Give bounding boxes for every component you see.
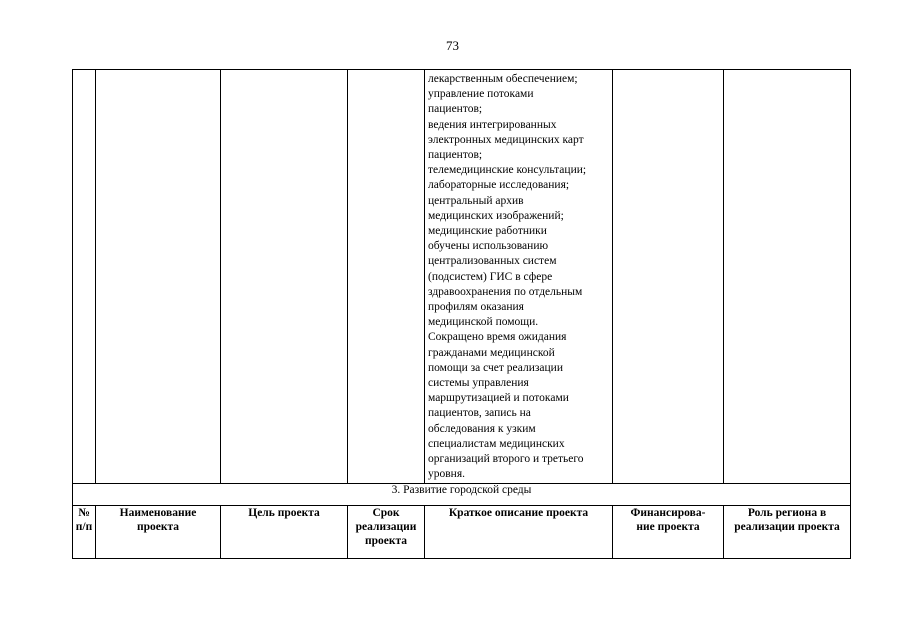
- description-line: пациентов;: [428, 103, 483, 116]
- description-line: центральный архив: [428, 194, 524, 207]
- projects-table: [72, 69, 851, 559]
- cell-financing: [613, 70, 724, 484]
- description-line: помощи за счет реализации: [428, 361, 563, 374]
- header-financing: Финансирова- ние проекта: [613, 506, 724, 559]
- description-line: медицинской помощи.: [428, 316, 539, 329]
- cell-num: [73, 70, 96, 484]
- description-line: ведения интегрированных: [428, 118, 557, 131]
- table-row-continuation: [73, 70, 851, 484]
- table-header-row: [73, 506, 851, 559]
- header-term: Срок реализации проекта: [348, 506, 425, 559]
- description-line: управление потоками: [428, 88, 534, 101]
- description-line: системы управления: [428, 377, 529, 390]
- description-line: организаций второго и третьего: [428, 453, 584, 466]
- cell-term: [348, 70, 425, 484]
- description-line: профилям оказания: [428, 301, 524, 314]
- cell-goal: [221, 70, 348, 484]
- description-line: здравоохранения по отдельным: [428, 285, 583, 298]
- description-line: специалистам медицинских: [428, 437, 565, 450]
- page-number: 73: [446, 38, 459, 53]
- description-line: электронных медицинских карт: [428, 133, 584, 146]
- description-line: уровня.: [428, 468, 465, 481]
- header-description: Краткое описание проекта: [425, 506, 613, 559]
- description-line: гражданами медицинской: [428, 346, 555, 359]
- description-line: обследования к узким: [428, 422, 536, 435]
- cell-description: [425, 70, 613, 484]
- section-row: [73, 484, 851, 506]
- description-line: (подсистем) ГИС в сфере: [428, 270, 553, 283]
- description-line: медицинских изображений;: [428, 209, 564, 222]
- header-goal: Цель проекта: [221, 506, 348, 559]
- section-title: 3. Развитие городской среды: [73, 484, 851, 506]
- description-line: лекарственным обеспечением;: [428, 73, 578, 85]
- description-line: централизованных систем: [428, 255, 557, 268]
- description-line: медицинские работники: [428, 225, 547, 238]
- header-num: № п/п: [73, 506, 96, 559]
- description-line: пациентов;: [428, 149, 483, 162]
- header-name: Наименование проекта: [96, 506, 221, 559]
- description-text: [425, 70, 612, 483]
- description-line: маршрутизацией и потоками: [428, 392, 569, 405]
- description-line: обучены использованию: [428, 240, 549, 253]
- cell-name: [96, 70, 221, 484]
- description-line: Сокращено время ожидания: [428, 331, 567, 344]
- header-region-role: Роль региона в реализации проекта: [724, 506, 851, 559]
- description-line: телемедицинские консультации;: [428, 164, 587, 177]
- cell-region-role: [724, 70, 851, 484]
- description-line: лабораторные исследования;: [428, 179, 570, 192]
- description-line: пациентов, запись на: [428, 407, 531, 420]
